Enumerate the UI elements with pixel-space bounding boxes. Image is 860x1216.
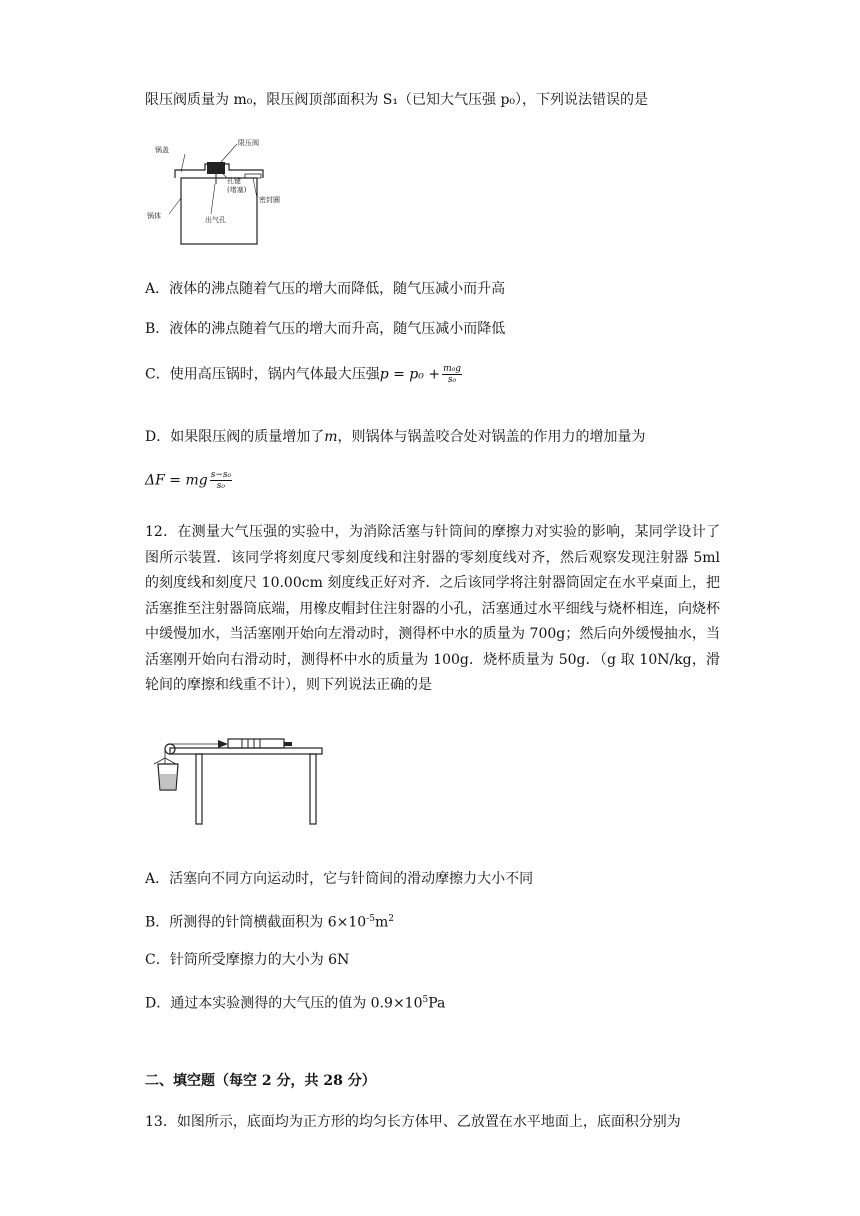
q12-option-d-text: D．通过本实验测得的大气压的值为 0.9×10 xyxy=(145,995,423,1012)
q12-option-d-unit: Pa xyxy=(428,995,446,1012)
q11-option-d xyxy=(145,427,646,447)
q11-stem: 限压阀质量为 m₀，限压阀顶部面积为 S₁（已知大气压强 p₀），下列说法错误的是 xyxy=(145,92,649,108)
label-lid: 锅盖 xyxy=(155,146,169,154)
q11-option-d-var: m xyxy=(324,429,338,445)
seal-shape xyxy=(245,174,261,178)
q11-option-d-text: D．如果限压阀的质量增加了 xyxy=(145,429,325,445)
table-leg-left xyxy=(196,754,202,824)
water-shape xyxy=(160,774,176,789)
q12-option-b xyxy=(145,909,394,933)
syringe-barrel xyxy=(228,739,284,748)
q13-stem: 13．如图所示，底面均为正方形的均匀长方体甲、乙放置在水平地面上，底面积分别为 xyxy=(145,1114,681,1130)
q11-option-d-formula xyxy=(145,470,232,491)
q12-stem: 12．在测量大气压强的实验中，为消除活塞与针筒间的摩擦力对实验的影响，某同学设计了图所示装置．该同学将刻度尺零刻度线和注射器的零刻度线对齐，然后观察发现注射器 5ml 的刻度线和刻度尺 10.00cm 刻度线正好对齐．之后该同学将注射器筒固定在水平桌面上，把活塞推至注射器筒底端，用橡皮帽封住注射器的小孔，活塞通过水平细线与烧杯相连，向烧杯中缓慢加水，当活塞刚开始向左滑动时，测得杯中水的质量为 700g；然后向外缓慢抽水，当活塞刚开始向右滑动时，测得杯中水的质量为 100g．烧杯质量为 50g．（g 取 10N/kg，滑轮间的摩擦和线重不计），则下列说法正确的是 xyxy=(145,524,720,693)
table-top xyxy=(170,748,322,754)
fraction-denominator: s₀ xyxy=(447,375,457,385)
q12-option-b-unit: m xyxy=(374,914,389,931)
label-body: 锅体 xyxy=(147,212,161,220)
label-vent: 出气孔 xyxy=(205,216,226,224)
q11-option-c xyxy=(145,364,462,385)
q11-option-c-fraction xyxy=(442,364,462,385)
plunger-handle xyxy=(218,740,228,748)
syringe-experiment-figure xyxy=(148,728,328,828)
q12-option-b-exponent: -5 xyxy=(366,914,375,924)
q12-option-d xyxy=(145,990,445,1014)
q11-option-d-fraction xyxy=(210,470,232,491)
table-leg-right xyxy=(310,754,316,824)
fraction-denominator: s₀ xyxy=(216,481,226,491)
delta-f-formula: ΔF = mg xyxy=(145,472,208,489)
pressure-cooker-figure xyxy=(145,128,280,248)
rubber-cap xyxy=(284,742,292,746)
label-seal: 密封圈 xyxy=(259,196,280,204)
label-hole2: (堵塞) xyxy=(227,186,247,194)
q12-option-b-text: B．所测得的针筒横截面积为 6×10 xyxy=(145,914,367,931)
q12-option-c: C．针筒所受摩擦力的大小为 6N xyxy=(145,952,350,968)
section-title: 二、填空题（每空 2 分，共 28 分） xyxy=(145,1073,376,1089)
q11-option-b: B．液体的沸点随着气压的增大而升高，随气压减小而降低 xyxy=(145,321,506,337)
valve-shape xyxy=(207,162,225,174)
q11-option-c-formula: p = p₀ + xyxy=(379,366,441,383)
q12-option-a: A．活塞向不同方向运动时，它与针筒间的滑动摩擦力大小不同 xyxy=(145,871,534,887)
label-hole: 孔键 xyxy=(227,177,241,185)
q11-option-d-text2: ，则锅体与锅盖咬合处对锅盖的作用力的增加量为 xyxy=(337,429,646,445)
q11-option-a: A．液体的沸点随着气压的增大而降低，随气压减小而升高 xyxy=(145,281,506,297)
fraction-numerator: m₀g xyxy=(443,364,461,374)
q12-option-d-exponent: 5 xyxy=(422,995,429,1005)
q11-option-c-text: C．使用高压锅时，锅内气体最大压强 xyxy=(145,366,380,383)
fraction-numerator: s−s₀ xyxy=(210,470,232,480)
label-valve: 限压阀 xyxy=(238,139,259,147)
q12-option-b-unit-exponent: 2 xyxy=(388,914,394,924)
